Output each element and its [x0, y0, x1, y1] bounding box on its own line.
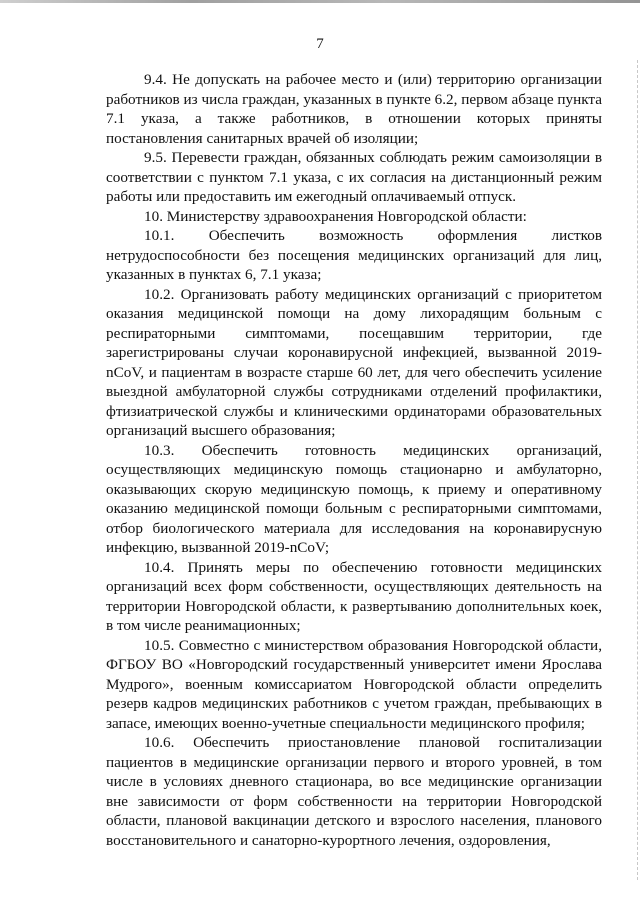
paragraph-9-5: 9.5. Перевести граждан, обязанных соблюдать режим самоизоляции в соответствии с пунктом 7.1 указа, с их согласия на дистанционный режим работы или предоставить им ежегодный оплачиваемый отпуск. [106, 149, 602, 205]
paragraph-9-4: 9.4. Не допускать на рабочее место и (или) территорию организации работников из числа граждан, указанных в пункте 6.2, первом абзаце пункта 7.1 указа, а также работников, в отношении которых приняты постановления санитарных врачей об изоляции; [106, 71, 602, 147]
page-number: 7 [316, 36, 324, 52]
paragraph-10-6: 10.6. Обеспечить приостановление плановой госпитализации пациентов в медицинские организации первого и второго уровней, в том числе в условиях дневного стационара, во все медицинские организации вне зависимости от форм собственности на территории Новгородской области, плановой вакцинации детского и взрослого населения, планового восстановительного и санаторно-курортного лечения, оздоровления, [106, 734, 602, 849]
paragraph-10-2: 10.2. Организовать работу медицинских организаций с приоритетом оказания медицинской помощи на дому лихорадящим больным с респираторными симптомами, посещавшим территории, где зарегистрированы случаи коронавирусной инфекцией, вызванной 2019-nCoV, и пациентам в возрасте старше 60 лет, для чего обеспечить усиление выездной амбулаторной службы сотрудниками отделений профилактики, фтизиатрической службы и клиническими ординаторами образовательных организаций высшего образования; [106, 285, 602, 439]
paragraph-10: 10. Министерству здравоохранения Новгородской области: [144, 207, 527, 225]
paragraph-10-1: 10.1. Обеспечить возможность оформления листков нетрудоспособности без посещения медицинских организаций для лиц, указанных в пунктах 6, 7.1 указа; [106, 227, 602, 283]
scan-edge-right [636, 60, 638, 880]
scan-edge-top [0, 0, 640, 3]
paragraph-10-4: 10.4. Принять меры по обеспечению готовности медицинских организаций всех форм собственности, осуществляющих деятельность на территории Новгородской области, к развертыванию дополнительных коек, в том числе реанимационных; [106, 558, 602, 634]
paragraph-10-3: 10.3. Обеспечить готовность медицинских организаций, осуществляющих медицинскую помощь стационарно и амбулаторно, оказывающих скорую медицинскую помощь, к приему и оперативному оказанию медицинской помощи больным с респираторными симптомами, отбор биологического материала для исследования на коронавирусную инфекцию, вызванной 2019-nCoV; [106, 441, 602, 556]
paragraph-10-5: 10.5. Совместно с министерством образования Новгородской области, ФГБОУ ВО «Новгородский государственный университет имени Ярослава Мудрого», военным комиссариатом Новгородской области определить резерв кадров медицинских работников с учетом граждан, пребывающих в запасе, имеющих военно-учетные специальности медицинского профиля; [106, 636, 602, 732]
document-body [106, 70, 602, 850]
